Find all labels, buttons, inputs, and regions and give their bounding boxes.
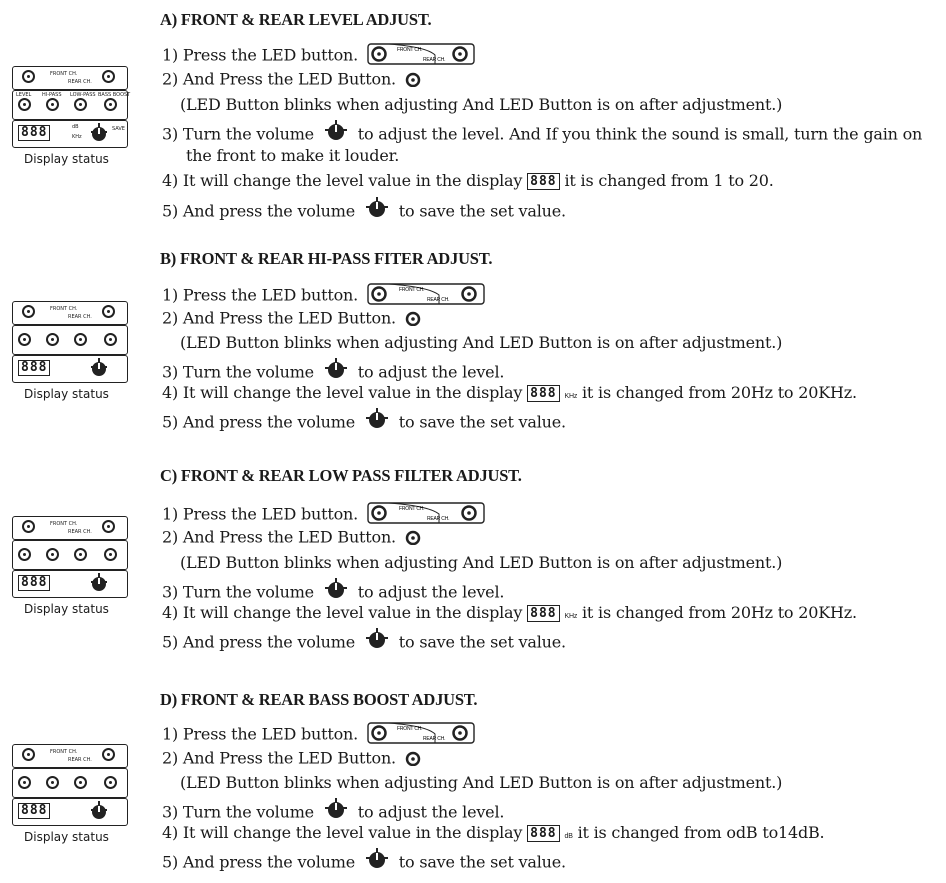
volume-knob-icon bbox=[364, 628, 390, 658]
section-title: D) FRONT & REAR BASS BOOST ADJUST. bbox=[160, 690, 478, 709]
led-button-pair-icon bbox=[367, 43, 475, 69]
led-display: 888 bbox=[18, 575, 50, 591]
led-button-icon bbox=[405, 527, 421, 549]
volume-knob-icon bbox=[88, 357, 110, 383]
volume-knob-icon bbox=[88, 800, 110, 826]
panel-caption: Display status bbox=[24, 602, 109, 616]
led-display: 888 bbox=[18, 803, 50, 819]
control-panel-diagram: FRONT CH. REAR CH. 888 Display status bbox=[12, 744, 128, 840]
panel-caption: Display status bbox=[24, 152, 109, 166]
front-ch-button bbox=[22, 70, 35, 83]
led-button-icon bbox=[405, 748, 421, 770]
svg-text:FRONT CH.: FRONT CH. bbox=[398, 506, 425, 512]
led-display: 888 bbox=[18, 360, 50, 376]
display-icon: 888 bbox=[527, 385, 559, 402]
led-button-icon bbox=[405, 308, 421, 330]
display-icon: 888 bbox=[527, 173, 559, 190]
rear-ch-button bbox=[102, 70, 115, 83]
volume-knob-icon bbox=[88, 572, 110, 598]
section-level-adjust: A) FRONT & REAR LEVEL ADJUST. FRONT CH. REAR CH. LEVEL HI-PASS LOW-PASS BASS BOOST 888 dB KHz SAVE Display status 1) Press the LED button. FRONT CH. REAR CH. 2) And Press the LED Button. (LED Button blinks when adjusting And LED Button is on after adjustment.) 3) Turn the volume to adjust the level. And If you think the sound is small, turn the gain on the front to make it louder. 4) It will change the level value in the display 888 it is changed from 1 to 20. 5) And press the volume to save the set value. bbox=[0, 10, 946, 220]
led-button-pair-icon bbox=[367, 722, 475, 748]
svg-text:REAR CH.: REAR CH. bbox=[426, 297, 450, 303]
svg-text:FRONT CH.: FRONT CH. bbox=[398, 287, 425, 293]
section-title: B) FRONT & REAR HI-PASS FITER ADJUST. bbox=[160, 249, 493, 268]
volume-knob-icon bbox=[364, 197, 390, 227]
svg-text:REAR CH.: REAR CH. bbox=[422, 57, 446, 63]
led-display: 888 bbox=[18, 125, 50, 141]
section-title: C) FRONT & REAR LOW PASS FILTER ADJUST. bbox=[160, 466, 522, 485]
svg-text:REAR CH.: REAR CH. bbox=[422, 736, 446, 742]
display-icon: 888 bbox=[527, 605, 559, 622]
section-hi-pass-adjust: B) FRONT & REAR HI-PASS FITER ADJUST. FRONT CH. REAR CH. 888 Display status 1) Press the LED button. FRONT CH. REAR CH. 2) And Press the LED Button. (LED Button blinks when adjusting And LED Button is on after adjustment.) 3) Turn the volume to adjust the level. 4) It will change the level value in the display 888 KHz it is changed from 20Hz to 20KHz. 5) And press the volume to save the set value. bbox=[0, 249, 946, 439]
low-pass-button bbox=[74, 98, 87, 111]
bass-boost-button bbox=[104, 98, 117, 111]
control-panel-diagram: FRONT CH. REAR CH. LEVEL HI-PASS LOW-PASS BASS BOOST 888 dB KHz SAVE Display status bbox=[12, 66, 128, 162]
level-button bbox=[18, 98, 31, 111]
control-panel-diagram: FRONT CH. REAR CH. 888 Display status bbox=[12, 516, 128, 612]
led-button-icon bbox=[405, 69, 421, 91]
panel-caption: Display status bbox=[24, 387, 109, 401]
volume-knob-icon bbox=[364, 848, 390, 878]
svg-text:FRONT CH.: FRONT CH. bbox=[396, 726, 423, 732]
display-icon: 888 bbox=[527, 825, 559, 842]
section-low-pass-adjust: C) FRONT & REAR LOW PASS FILTER ADJUST. FRONT CH. REAR CH. 888 Display status 1) Press the LED button. FRONT CH. REAR CH. 2) And Press the LED Button. (LED Button blinks when adjusting And LED Button is on after adjustment.) 3) Turn the volume to adjust the level. 4) It will change the level value in the display 888 KHz it is changed from 20Hz to 20KHz. 5) And press the volume to save the set value. bbox=[0, 466, 946, 656]
panel-caption: Display status bbox=[24, 830, 109, 844]
section-title: A) FRONT & REAR LEVEL ADJUST. bbox=[160, 10, 432, 29]
led-button-pair-icon bbox=[367, 502, 485, 528]
led-button-pair-icon bbox=[367, 283, 485, 309]
control-panel-diagram: FRONT CH. REAR CH. 888 Display status bbox=[12, 301, 128, 397]
hi-pass-button bbox=[46, 98, 59, 111]
svg-text:REAR CH.: REAR CH. bbox=[426, 516, 450, 522]
svg-text:FRONT CH.: FRONT CH. bbox=[396, 47, 423, 53]
volume-knob-icon bbox=[364, 408, 390, 438]
volume-knob-icon bbox=[88, 122, 110, 148]
section-bass-boost-adjust: D) FRONT & REAR BASS BOOST ADJUST. FRONT CH. REAR CH. 888 Display status 1) Press the LED button. FRONT CH. REAR CH. 2) And Press the LED Button. (LED Button blinks when adjusting And LED Button is on after adjustment.) 3) Turn the volume to adjust the level. 4) It will change the level value in the display 888 dB it is changed from odB to14dB. 5) And press the volume to save the set value. bbox=[0, 690, 946, 880]
